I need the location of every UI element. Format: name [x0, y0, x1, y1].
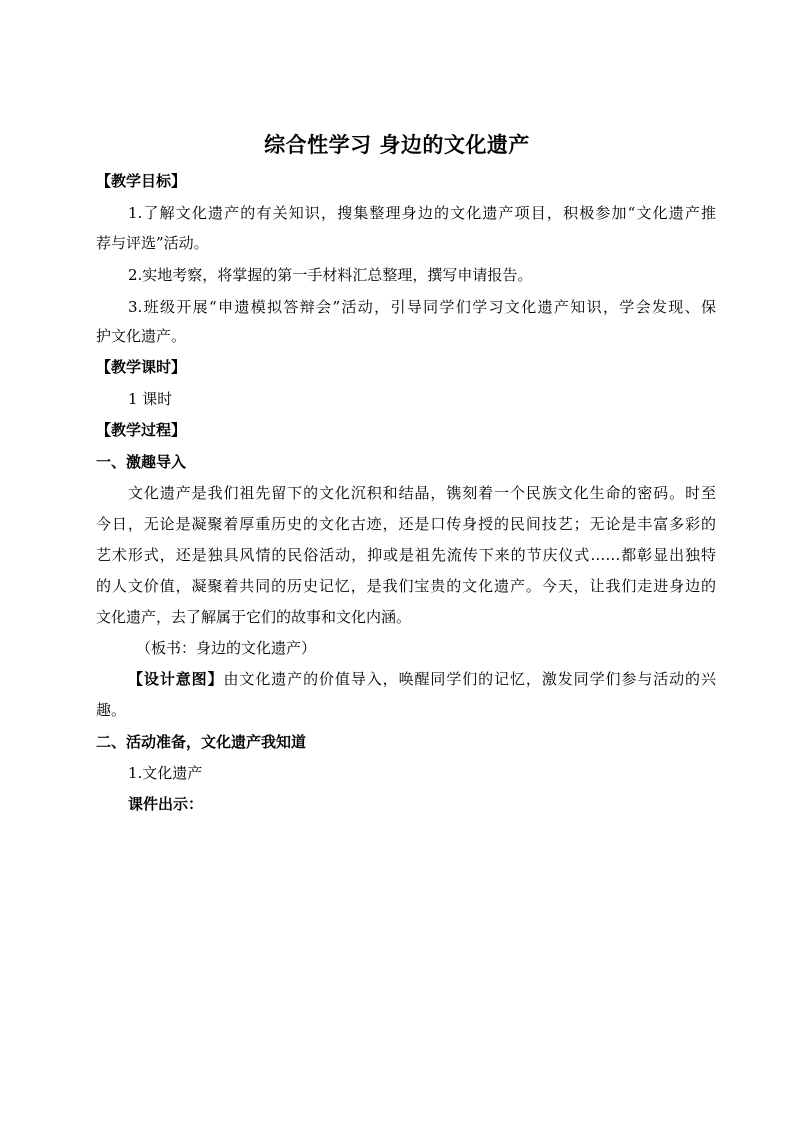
section-heading-hours: 【教学课时】 [96, 358, 187, 376]
paragraph-1-line-4: 的人文价值，凝聚着共同的历史记忆，是我们宝贵的文化遗产。今天，让我们走进身边的 [96, 577, 716, 595]
objective-3-line-2: 护文化遗产。 [96, 327, 187, 345]
paragraph-1-line-2: 今日，无论是凝聚着厚重历史的文化古迹，还是口传身授的民间技艺；无论是丰富多彩的 [96, 515, 716, 533]
objective-1-line-2: 荐与评选”活动。 [96, 234, 209, 252]
objective-3-line-1: 3.班级开展“申遗模拟答辩会”活动，引导同学们学习文化遗产知识，学会发现、保 [128, 298, 716, 316]
paragraph-1-line-3: 艺术形式，还是独具风情的民俗活动，抑或是祖先流传下来的节庆仪式……都彰显出独特 [96, 546, 716, 564]
courseware-label: 课件出示： [128, 795, 204, 813]
paragraph-1-line-5: 文化遗产，去了解属于它们的故事和文化内涵。 [96, 608, 412, 626]
board-note: （板书：身边的文化遗产） [136, 639, 317, 657]
part-2-heading: 二、活动准备，文化遗产我知道 [96, 733, 307, 751]
class-hours: 1 课时 [128, 390, 173, 408]
design-intent-line-2: 趣。 [96, 701, 127, 719]
page-title: 综合性学习 身边的文化遗产 [264, 132, 530, 157]
objective-1-line-1: 1.了解文化遗产的有关知识，搜集整理身边的文化遗产项目，积极参加“文化遗产推 [128, 204, 716, 222]
section-heading-objectives: 【教学目标】 [96, 172, 187, 190]
objective-2: 2.实地考察，将掌握的第一手材料汇总整理，撰写申请报告。 [128, 266, 533, 284]
item-1-cultural-heritage: 1.文化遗产 [128, 764, 203, 782]
part-1-heading: 一、激趣导入 [96, 453, 187, 471]
design-intent-text: 由文化遗产的价值导入，唤醒同学们的记忆，激发同学们参与活动的兴 [223, 670, 716, 688]
design-intent-line-1 [128, 670, 716, 688]
section-heading-process: 【教学过程】 [96, 421, 187, 439]
paragraph-1-line-1: 文化遗产是我们祖先留下的文化沉积和结晶，镌刻着一个民族文化生命的密码。时至 [128, 484, 716, 502]
design-intent-label: 【设计意图】 [128, 670, 224, 688]
